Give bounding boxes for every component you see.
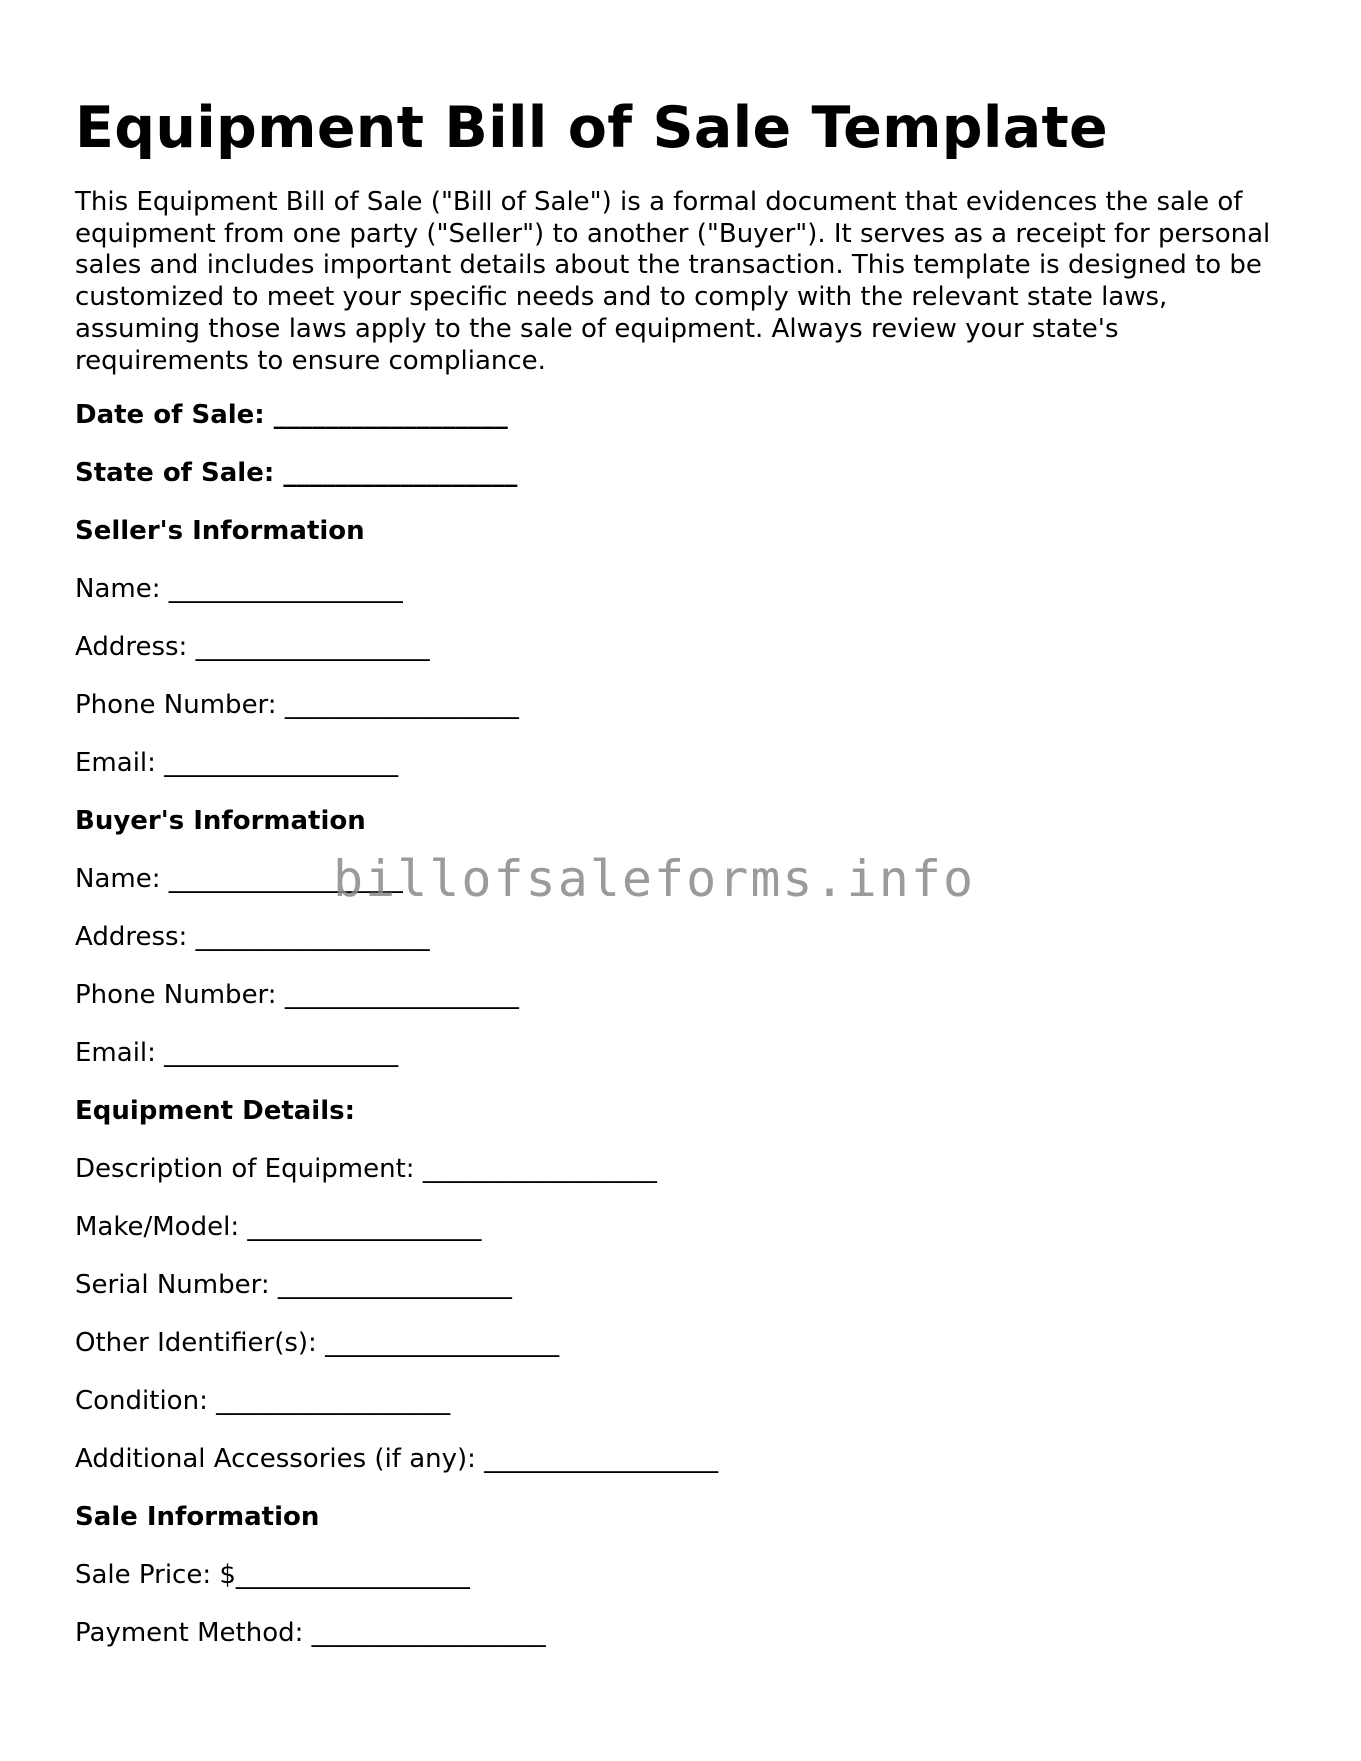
equipment-description-field xyxy=(75,1153,1295,1211)
make-model-blank[interactable]: __________________ xyxy=(247,1212,482,1243)
seller-phone-label: Phone Number: xyxy=(75,690,277,721)
state-of-sale-blank[interactable]: __________________ xyxy=(283,458,518,489)
condition-label: Condition: xyxy=(75,1386,208,1417)
buyer-name-blank[interactable]: __________________ xyxy=(168,864,403,895)
serial-number-field xyxy=(75,1269,1295,1327)
buyer-phone-field xyxy=(75,979,1295,1037)
serial-number-blank[interactable]: __________________ xyxy=(277,1270,512,1301)
buyer-phone-blank[interactable]: __________________ xyxy=(284,980,519,1011)
accessories-field xyxy=(75,1443,1295,1501)
seller-phone-field xyxy=(75,689,1295,747)
sale-heading: Sale Information xyxy=(75,1502,320,1533)
date-of-sale-blank[interactable]: __________________ xyxy=(273,400,508,431)
seller-heading: Seller's Information xyxy=(75,516,365,547)
sale-price-blank[interactable]: __________________ xyxy=(235,1560,470,1591)
seller-email-field xyxy=(75,747,1295,805)
seller-phone-blank[interactable]: __________________ xyxy=(284,690,519,721)
other-identifiers-label: Other Identifier(s): xyxy=(75,1328,317,1359)
state-of-sale-label: State of Sale: xyxy=(75,458,275,489)
state-of-sale-field xyxy=(75,457,1295,515)
buyer-email-label: Email: xyxy=(75,1038,156,1069)
equipment-description-label: Description of Equipment: xyxy=(75,1154,415,1185)
buyer-address-field xyxy=(75,921,1295,979)
buyer-email-blank[interactable]: __________________ xyxy=(164,1038,399,1069)
equipment-description-blank[interactable]: __________________ xyxy=(422,1154,657,1185)
payment-method-label: Payment Method: xyxy=(75,1618,304,1649)
seller-name-label: Name: xyxy=(75,574,161,605)
seller-name-field xyxy=(75,573,1295,631)
buyer-phone-label: Phone Number: xyxy=(75,980,277,1011)
equipment-heading: Equipment Details: xyxy=(75,1096,356,1127)
other-identifiers-field xyxy=(75,1327,1295,1385)
payment-method-field xyxy=(75,1617,1295,1675)
form-fields xyxy=(75,399,1295,1675)
buyer-name-label: Name: xyxy=(75,864,161,895)
condition-blank[interactable]: __________________ xyxy=(216,1386,451,1417)
seller-address-label: Address: xyxy=(75,632,188,663)
condition-field xyxy=(75,1385,1295,1443)
seller-address-blank[interactable]: __________________ xyxy=(195,632,430,663)
accessories-blank[interactable]: __________________ xyxy=(484,1444,719,1475)
buyer-address-label: Address: xyxy=(75,922,188,953)
sale-price-label: Sale Price: $ xyxy=(75,1560,236,1591)
serial-number-label: Serial Number: xyxy=(75,1270,270,1301)
other-identifiers-blank[interactable]: __________________ xyxy=(325,1328,560,1359)
date-of-sale-label: Date of Sale: xyxy=(75,400,265,431)
seller-address-field xyxy=(75,631,1295,689)
buyer-address-blank[interactable]: __________________ xyxy=(195,922,430,953)
buyer-name-field xyxy=(75,863,1295,921)
make-model-label: Make/Model: xyxy=(75,1212,240,1243)
seller-name-blank[interactable]: __________________ xyxy=(168,574,403,605)
intro-paragraph: This Equipment Bill of Sale ("Bill of Sale") is a formal document that evidences the sale of equipment from one party ("Seller") to another ("Buyer"). It serves as a receipt for personal sales and includes important details about the transaction. This template is designed to be customized to meet your specific needs and to comply with the relevant state laws, assuming those laws apply to the sale of equipment. Always review your state's requirements to ensure compliance. xyxy=(75,187,1271,376)
document-title: Equipment Bill of Sale Template xyxy=(75,95,1109,161)
sale-price-field xyxy=(75,1559,1295,1617)
document-page xyxy=(75,88,1295,1675)
seller-email-label: Email: xyxy=(75,748,156,779)
buyer-email-field xyxy=(75,1037,1295,1095)
accessories-label: Additional Accessories (if any): xyxy=(75,1444,476,1475)
buyer-heading: Buyer's Information xyxy=(75,806,366,837)
date-of-sale-field xyxy=(75,399,1295,457)
make-model-field xyxy=(75,1211,1295,1269)
payment-method-blank[interactable]: __________________ xyxy=(311,1618,546,1649)
watermark: billofsaleforms.info xyxy=(333,850,976,908)
seller-email-blank[interactable]: __________________ xyxy=(164,748,399,779)
